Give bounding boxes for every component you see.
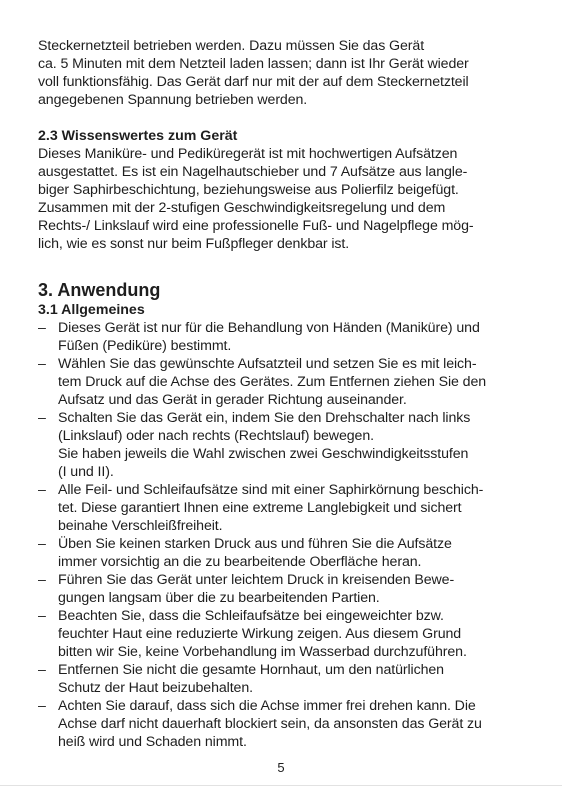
list-item [38, 697, 528, 751]
section-3-heading: 3. Anwendung [38, 280, 161, 300]
section-3-1-heading: 3.1 Allgemeines [38, 302, 145, 318]
text-line: heiß wird und Schaden nimmt. [58, 734, 247, 750]
list-item [38, 535, 528, 571]
text-line: Dieses Maniküre- und Pediküregerät ist mit hochwertigen Aufsätzen [38, 146, 458, 162]
text-line: Füßen (Pediküre) bestimmt. [58, 338, 232, 354]
text-line: beinahe Verschleißfreiheit. [58, 518, 223, 534]
text-line: Entfernen Sie nicht die gesamte Hornhaut, um den natürlichen [58, 662, 444, 678]
text-line: voll funktionsfähig. Das Gerät darf nur mit der auf dem Steckernetzteil [38, 74, 469, 90]
text-line: Führen Sie das Gerät unter leichtem Druck in kreisenden Bewe- [58, 572, 455, 588]
text-line: (I und II). [58, 464, 114, 480]
page-number: 5 [277, 760, 285, 775]
bullet-list [38, 319, 528, 751]
list-item [38, 607, 528, 661]
text-line: tet. Diese garantiert Ihnen eine extreme Langlebigkeit und sichert [58, 500, 462, 516]
bottom-divider [0, 785, 562, 786]
text-line: Aufsatz und das Gerät in gerader Richtung auseinander. [58, 392, 407, 408]
dash-marker: – [38, 410, 46, 426]
dash-marker: – [38, 608, 46, 624]
text-line: Achten Sie darauf, dass sich die Achse immer frei drehen kann. Die [58, 698, 476, 714]
list-item [38, 409, 528, 481]
text-line: gungen langsam über die zu bearbeitenden Partien. [58, 590, 380, 606]
list-item [38, 661, 528, 697]
text-line: angegebenen Spannung betrieben werden. [38, 92, 308, 108]
dash-marker: – [38, 482, 46, 498]
section-2-3-heading: 2.3 Wissenswertes zum Gerät [38, 128, 238, 144]
text-line: Steckernetzteil betrieben werden. Dazu müssen Sie das Gerät [38, 38, 425, 54]
list-item [38, 571, 528, 607]
list-item [38, 319, 528, 355]
text-line: tem Druck auf die Achse des Gerätes. Zum Entfernen ziehen Sie den [58, 374, 487, 390]
text-line: Rechts-/ Linkslauf wird eine professionelle Fuß- und Nagelpflege mög- [38, 218, 474, 234]
text-line: Zusammen mit der 2-stufigen Geschwindigkeitsregelung und dem [38, 200, 446, 216]
text-line: Dieses Gerät ist nur für die Behandlung von Händen (Maniküre) und [58, 320, 480, 336]
text-line: immer vorsichtig an die zu bearbeitende Oberfläche heran. [58, 554, 422, 570]
section-3 [38, 279, 528, 751]
page-content [38, 37, 528, 751]
text-line: ausgestattet. Es ist ein Nagelhautschieber und 7 Aufsätze aus langle- [38, 164, 468, 180]
dash-marker: – [38, 536, 46, 552]
text-line: Wählen Sie das gewünschte Aufsatzteil und setzen Sie es mit leich- [58, 356, 477, 372]
section-2-3 [38, 127, 528, 253]
dash-marker: – [38, 662, 46, 678]
spacer [38, 253, 528, 279]
dash-marker: – [38, 356, 46, 372]
text-line: bitten wir Sie, keine Vorbehandlung im Wasserbad durchzuführen. [58, 644, 467, 660]
text-line: feuchter Haut eine reduzierte Wirkung zeigen. Aus diesem Grund [58, 626, 462, 642]
list-item [38, 481, 528, 535]
text-line: ca. 5 Minuten mit dem Netzteil laden lassen; dann ist Ihr Gerät wieder [38, 56, 469, 72]
text-line: Schutz der Haut beizubehalten. [58, 680, 253, 696]
text-line: Alle Feil- und Schleifaufsätze sind mit einer Saphirkörnung beschich- [58, 482, 484, 498]
text-line: Achse darf nicht dauerhaft blockiert sein, da ansonsten das Gerät zu [58, 716, 482, 732]
dash-marker: – [38, 320, 46, 336]
text-line: Schalten Sie das Gerät ein, indem Sie den Drehschalter nach links [58, 410, 471, 426]
text-line: (Linkslauf) oder nach rechts (Rechtslauf) bewegen. [58, 428, 374, 444]
dash-marker: – [38, 572, 46, 588]
list-item [38, 355, 528, 409]
intro-paragraph [38, 37, 528, 109]
text-line: Sie haben jeweils die Wahl zwischen zwei Geschwindigkeitsstufen [58, 446, 469, 462]
text-line: Beachten Sie, dass die Schleifaufsätze bei eingeweichter bzw. [58, 608, 444, 624]
dash-marker: – [38, 698, 46, 714]
text-line: Üben Sie keinen starken Druck aus und führen Sie die Aufsätze [58, 536, 452, 552]
spacer [38, 109, 528, 127]
text-line: lich, wie es sonst nur beim Fußpfleger denkbar ist. [38, 236, 350, 252]
text-line: biger Saphirbeschichtung, beziehungsweise aus Polierfilz beigefügt. [38, 182, 459, 198]
